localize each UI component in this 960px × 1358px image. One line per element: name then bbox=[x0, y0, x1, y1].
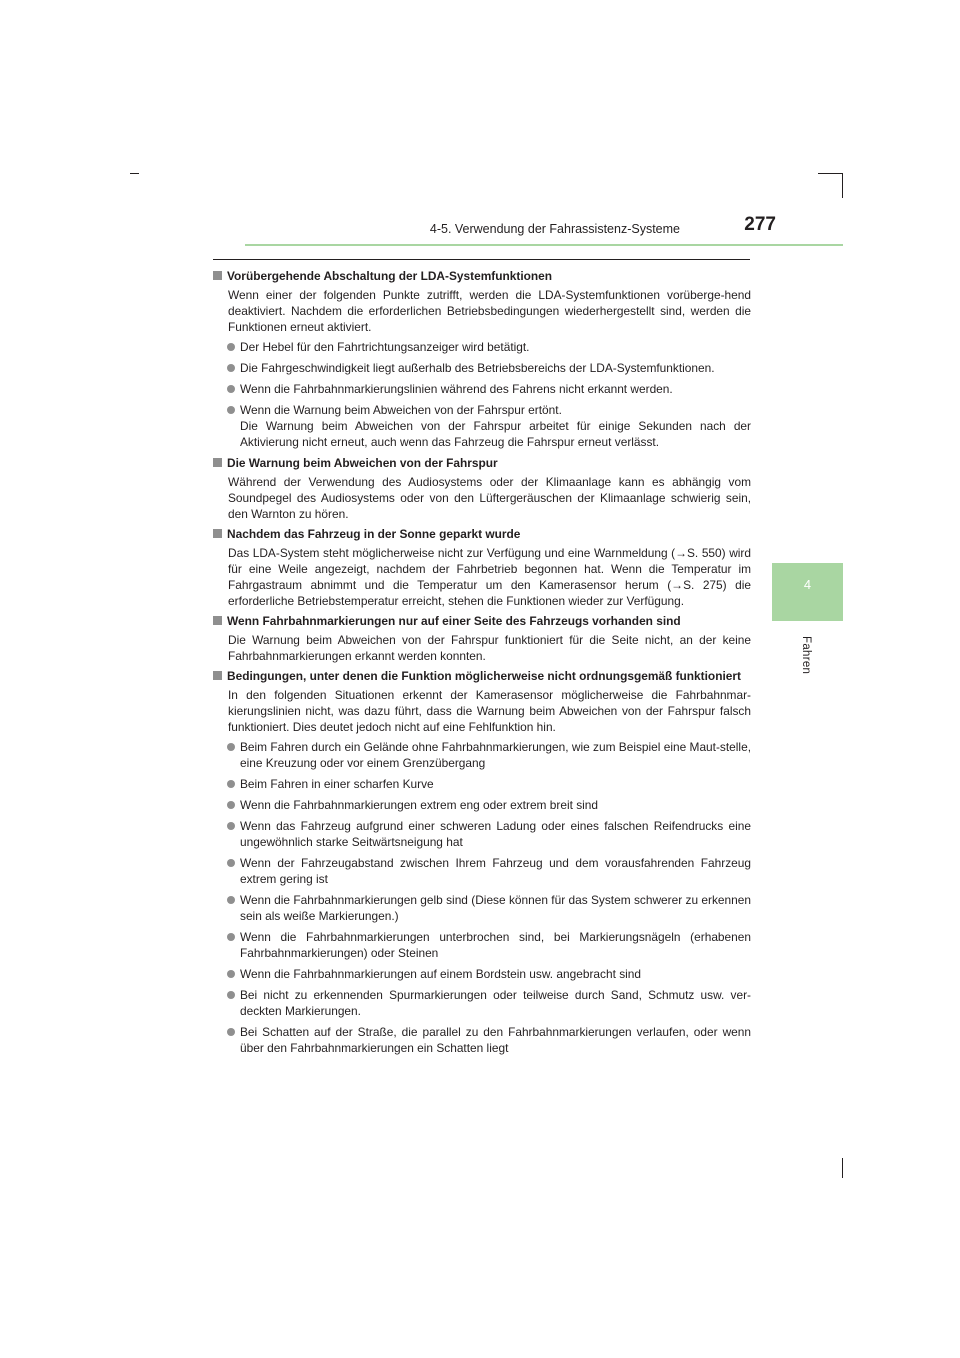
crop-mark bbox=[130, 173, 139, 174]
chapter-tab bbox=[772, 563, 843, 621]
list-item-text: Bei nicht zu erkennenden Spurmarkierungen oder teilweise durch Sand, Schmutz usw. ver-deckten Markierungen. bbox=[240, 988, 751, 1018]
list-item bbox=[213, 360, 751, 376]
list-item-text: Wenn der Fahrzeugabstand zwischen Ihrem Fahrzeug und dem vorausfahrenden Fahrzeug extrem gering ist bbox=[240, 856, 751, 886]
list-item-text: Beim Fahren durch ein Gelände ohne Fahrbahnmarkierungen, wie zum Beispiel eine Maut-stelle, eine Kreuzung oder vor einem Grenzübergang bbox=[240, 740, 751, 770]
square-bullet-icon bbox=[213, 271, 222, 280]
circle-bullet-icon bbox=[227, 801, 235, 809]
section-heading-text: Die Warnung beim Abweichen von der Fahrspur bbox=[227, 456, 498, 470]
section-parked-in-sun bbox=[213, 526, 751, 609]
circle-bullet-icon bbox=[227, 933, 235, 941]
square-bullet-icon bbox=[213, 616, 222, 625]
crop-mark bbox=[818, 173, 842, 174]
list-item-text: Die Fahrgeschwindigkeit liegt außerhalb des Betriebsbereichs der LDA-Systemfunktionen. bbox=[240, 361, 715, 375]
section-heading bbox=[213, 613, 751, 629]
section-paragraph: Das LDA-System steht möglicherweise nicht zur Verfügung und eine Warnmeldung (→S. 550) wird für eine Weile angezeigt, nachdem der Fahrbetrieb begonnen hat. Wenn die Temperatur im Fahrgastraum abnimmt und die Temperatur um den Kamerasensor herum (→S. 275) die erforderliche Betriebstemperatur erreicht, stehen die Funktionen wieder zur Verfügung. bbox=[228, 546, 751, 608]
section-heading bbox=[213, 668, 751, 684]
section-markings-one-side bbox=[213, 613, 751, 664]
circle-bullet-icon bbox=[227, 343, 235, 351]
list-item-text: Der Hebel für den Fahrtrichtungsanzeiger wird betätigt. bbox=[240, 340, 530, 354]
list-item bbox=[213, 339, 751, 355]
section-paragraph: Wenn einer der folgenden Punkte zutrifft, werden die LDA-Systemfunktionen vorüberge-hend deaktiviert. Nachdem die erforderlichen Betriebsbedingungen wiederhergestellt sind, werden die Funktionen erneut aktiviert. bbox=[228, 288, 751, 334]
section-temporary-deactivation bbox=[213, 268, 751, 450]
list-item bbox=[213, 818, 751, 850]
circle-bullet-icon bbox=[227, 970, 235, 978]
content-top-rule bbox=[213, 259, 750, 260]
page-number: 277 bbox=[744, 214, 776, 235]
section-heading-text: Bedingungen, unter denen die Funktion möglicherweise nicht ordnungsgemäß funktioniert bbox=[227, 669, 741, 683]
section-malfunction-conditions bbox=[213, 668, 751, 1056]
circle-bullet-icon bbox=[227, 385, 235, 393]
list-item bbox=[213, 987, 751, 1019]
crop-mark bbox=[842, 173, 843, 198]
list-item bbox=[213, 381, 751, 397]
list-item bbox=[213, 1024, 751, 1056]
circle-bullet-icon bbox=[227, 743, 235, 751]
section-lane-departure-warning bbox=[213, 455, 751, 522]
list-item bbox=[213, 929, 751, 961]
list-item-text: Bei Schatten auf der Straße, die parallel zu den Fahrbahnmarkierungen verlaufen, oder wenn über den Fahrbahnmarkierungen ein Schatten liegt bbox=[240, 1025, 751, 1055]
section-heading bbox=[213, 526, 751, 542]
header-divider bbox=[245, 244, 843, 246]
list-item-note: Die Warnung beim Abweichen von der Fahrspur arbeitet für einige Sekunden nach der Aktivierung nicht erneut, auch wenn das Fahrzeug die Fahrspur erneut verlässt. bbox=[240, 419, 751, 449]
list-item-text: Wenn die Fahrbahnmarkierungen gelb sind (Diese können für das System schwerer zu erkennen sein als weiße Markierungen.) bbox=[240, 893, 751, 923]
section-heading bbox=[213, 268, 751, 284]
section-heading-text: Wenn Fahrbahnmarkierungen nur auf einer Seite des Fahrzeugs vorhanden sind bbox=[227, 614, 681, 628]
list-item-text: Beim Fahren in einer scharfen Kurve bbox=[240, 777, 434, 791]
bullet-list bbox=[213, 339, 751, 450]
list-item bbox=[213, 892, 751, 924]
bullet-list bbox=[213, 739, 751, 1056]
list-item bbox=[213, 855, 751, 887]
section-title: 4-5. Verwendung der Fahrassistenz-Systeme bbox=[429, 222, 680, 236]
circle-bullet-icon bbox=[227, 1028, 235, 1036]
list-item-text: Wenn die Fahrbahnmarkierungen auf einem Bordstein usw. angebracht sind bbox=[240, 967, 642, 981]
chapter-label: Fahren bbox=[800, 636, 812, 675]
list-item bbox=[213, 966, 751, 982]
section-heading-text: Nachdem das Fahrzeug in der Sonne geparkt wurde bbox=[227, 527, 521, 541]
circle-bullet-icon bbox=[227, 364, 235, 372]
square-bullet-icon bbox=[213, 458, 222, 467]
list-item-text: Wenn die Fahrbahnmarkierungen extrem eng oder extrem breit sind bbox=[240, 798, 599, 812]
list-item bbox=[213, 776, 751, 792]
list-item-text: Wenn die Fahrbahnmarkierungen unterbrochen sind, bei Markierungsnägeln (erhabenen Fahrbahnmarkierungen) oder Steinen bbox=[240, 930, 751, 960]
section-paragraph: Die Warnung beim Abweichen von der Fahrspur funktioniert für die Seite nicht, an der keine Fahrbahnmarkierungen erkannt werden konnten. bbox=[228, 633, 751, 663]
circle-bullet-icon bbox=[227, 780, 235, 788]
circle-bullet-icon bbox=[227, 991, 235, 999]
list-item-text: Wenn die Warnung beim Abweichen von der Fahrspur ertönt. bbox=[240, 403, 562, 417]
square-bullet-icon bbox=[213, 671, 222, 680]
list-item-text: Wenn die Fahrbahnmarkierungslinien während des Fahrens nicht erkannt werden. bbox=[240, 382, 673, 396]
circle-bullet-icon bbox=[227, 859, 235, 867]
page-content bbox=[213, 268, 751, 1061]
square-bullet-icon bbox=[213, 529, 222, 538]
circle-bullet-icon bbox=[227, 822, 235, 830]
section-paragraph: Während der Verwendung des Audiosystems oder der Klimaanlage kann es abhängig vom Soundpegel des Audiosystems oder von den Lüftergeräuschen der Klimaanlage schwierig sein, den Warnton zu hören. bbox=[228, 475, 751, 521]
list-item bbox=[213, 797, 751, 813]
section-heading-text: Vorübergehende Abschaltung der LDA-Systemfunktionen bbox=[227, 269, 553, 283]
circle-bullet-icon bbox=[227, 896, 235, 904]
list-item-text: Wenn das Fahrzeug aufgrund einer schweren Ladung oder eines falschen Reifendrucks eine ungewöhnlich starke Seitwärtsneigung hat bbox=[240, 819, 751, 849]
circle-bullet-icon bbox=[227, 406, 235, 414]
list-item bbox=[213, 739, 751, 771]
section-paragraph: In den folgenden Situationen erkennt der Kamerasensor möglicherweise die Fahrbahnmar-kierungslinien nicht, was dazu führt, dass die Warnung beim Abweichen von der Fahrspur falsch funktioniert. Dies deutet jedoch nicht auf eine Fehlfunktion hin. bbox=[228, 688, 751, 734]
list-item bbox=[213, 402, 751, 450]
section-heading bbox=[213, 455, 751, 471]
chapter-number: 4 bbox=[803, 577, 812, 592]
crop-mark bbox=[842, 1158, 843, 1178]
